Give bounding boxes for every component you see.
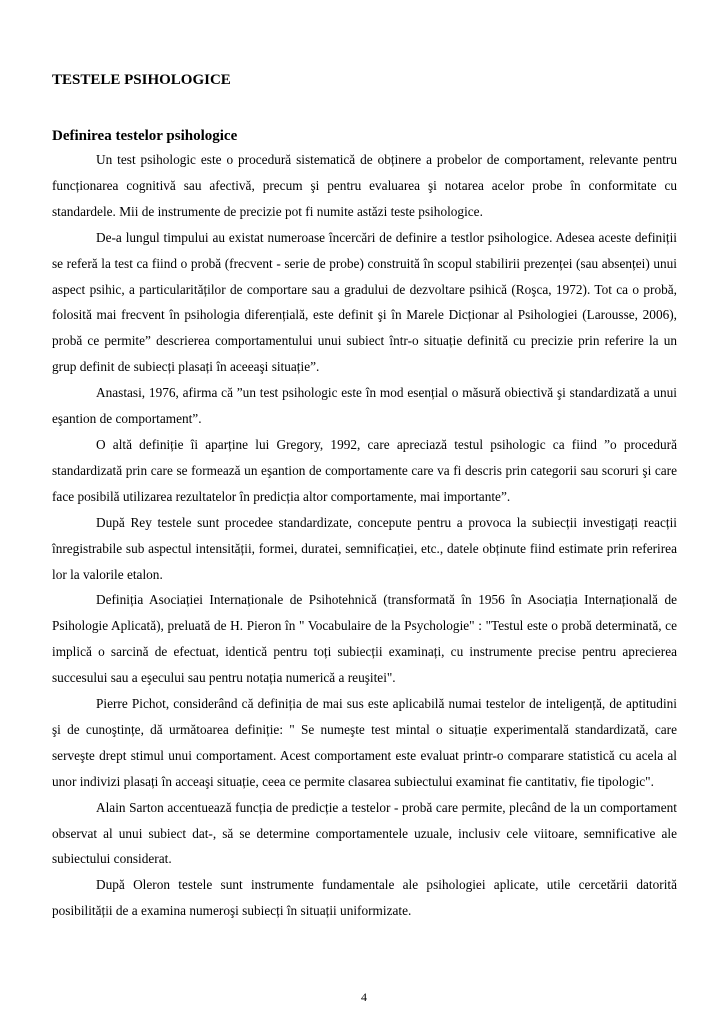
paragraph: O altă definiție îi aparține lui Gregory, 1992, care apreciază testul psihologic ca fiind ”o procedură standardizată prin care se formează un eşantion de comportamente care va fi descris prin categorii sau scoruri şi care face posibilă utilizarea rezultatelor în predicția altor comportamente, mai importante”. [52,436,677,504]
paragraph: Definiția Asociației Internaționale de Psihotehnică (transformată în 1956 în Asociația Internațională de Psihologie Aplicată), preluată de H. Pieron în " Vocabulaire de la Psychologie" : "Testul este o probă determinată, ce implică o sarcină de efectuat, identică pentru toți subiecții examinați, cu instrumente precise pentru aprecierea succesului sau a eşecului sau pentru notația numerică a reuşitei". [52,592,677,686]
paragraph: Un test psihologic este o procedură sistematică de obținere a probelor de comportament, relevante pentru funcționarea cognitivă sau afectivă, precum şi pentru evaluarea şi notarea acelor probe în conformitate cu standardele. Mii de instrumente de precizie pot fi numite astăzi teste psihologice. [52,152,677,219]
document-page [52,70,677,924]
paragraph: Pierre Pichot, considerând că definiția de mai sus este aplicabilă numai testelor de inteligență, de aptitudini şi de cunoştințe, dă următoarea definiție: " Se numeşte test mintal o situație experimentală standardizată, care serveşte drept stimul unui comportament. Acest comportament este evaluat printr-o comparare statistică cu acela al unor indivizi plasați în acceaşi situație, ceea ce permite clasarea subiectului examinat fie cantitativ, fie tipologic". [52,696,677,789]
paragraph: După Rey testele sunt procedee standardizate, concepute pentru a provoca la subiecții investigați reacții înregistrabile sub aspectul intensității, formei, duratei, semnificației, etc., datele obținute fiind estimate prin referirea lor la valorile etalon. [52,514,677,582]
paragraph: De-a lungul timpului au existat numeroase încercări de definire a testlor psihologice. Adesea aceste definiții se referă la test ca fiind o probă (frecvent - serie de probe) construită în scopul stabilirii prezenței (sau absenței) unui aspect psihic, a particularităților de comportare sau a gradului de dezvoltare psihică (Roşca, 1972). Tot ca o probă, folosită mai frecvent în psihologia diferențială, este definit şi în Marele Dicționar al Psihologiei (Larousse, 2006), probă ce permite” descrierea comportamentului unui subiect într-o situație definită cu precizie prin referire la un grup definit de subiecți plasați în aceeaşi situație”. [52,229,677,375]
paragraph: Anastasi, 1976, afirma că ”un test psihologic este în mod esențial o măsură obiectivă şi standardizată a unui eşantion de comportament”. [52,385,677,427]
paragraph: Alain Sarton accentuează funcția de predicție a testelor - probă care permite, plecând de la un comportament observat al unui subiect dat-, să se determine comportamentele uzuale, inclusiv cele viitoare, semnificative ale subiectului considerat. [52,799,677,867]
section-title: Definirea testelor psihologice [52,128,238,144]
paragraph: După Oleron testele sunt instrumente fundamentale ale psihologiei aplicate, utile cercetării datorită posibilității de a examina numeroşi subiecți în situații uniformizate. [52,877,677,919]
page-number: 4 [361,990,367,1004]
document-title: TESTELE PSIHOLOGICE [52,72,231,88]
